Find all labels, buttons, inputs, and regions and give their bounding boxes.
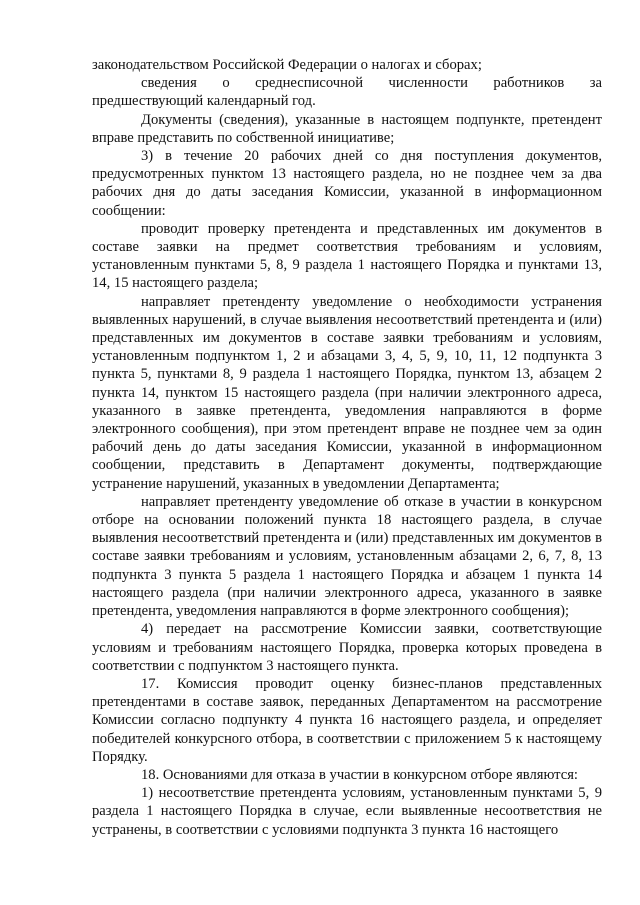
paragraph-4: 3) в течение 20 рабочих дней со дня поступления документов, предусмотренных пунктом 13 настоящего раздела, но не позднее чем за два рабочих дня до даты заседания Комиссии, указанной в информационном сообщении: xyxy=(92,148,602,219)
paragraph-5: проводит проверку претендента и представленных им документов в составе заявки на предмет соответствия требованиям и условиям, установленным пунктами 5, 8, 9 раздела 1 настоящего Порядка и пунктами 13, 14, 15 настоящего раздела; xyxy=(92,220,602,292)
paragraph-8: 4) передает на рассмотрение Комиссии заявки, соответствующие условиям и требованиям настоящего Порядка, проверка которых проведена в соответствии с подпунктом 3 настоящего пункта. xyxy=(92,621,602,674)
paragraph-1: законодательством Российской Федерации о налогах и сборах; xyxy=(92,57,482,73)
paragraph-7: направляет претенденту уведомление об отказе в участии в конкурсном отборе на основании положений пункта 18 настоящего раздела, в случае выявления несоответствий претендента и (или) представленных им документов в составе заявки требованиям и условиям, установленным абзацами 2, 6, 7, 8, 13 подпункта 3 пункта 5 раздела 1 настоящего Порядка и абзацем 1 пункта 14 настоящего раздела (при наличии электронного адреса, указанного в заявке претендента, уведомления направляются в форме электронного сообщения); xyxy=(92,493,602,620)
paragraph-2: сведения о среднесписочной численности работников за предшествующий календарный год. xyxy=(92,75,602,110)
paragraph-10: 18. Основаниями для отказа в участии в конкурсном отборе являются: xyxy=(141,766,578,783)
paragraph-9: 17. Комиссия проводит оценку бизнес-планов представленных претендентами в составе заявок, переданных Департаментом на рассмотрение Комиссии согласно подпункту 4 пункта 16 настоящего раздела, и определяет победителей конкурсного отбора, в соответствии с приложением 5 к настоящему Порядку. xyxy=(92,675,602,765)
document-page xyxy=(92,56,602,839)
paragraph-3: Документы (сведения), указанные в настоящем подпункте, претендент вправе представить по собственной инициативе; xyxy=(92,111,602,146)
paragraph-6: направляет претенденту уведомление о необходимости устранения выявленных нарушений, в случае выявления несоответствий претендента и (или) представленных им документов в составе заявки требованиям и условиям, установленным подпунктом 1, 2 и абзацами 3, 4, 5, 9, 10, 11, 12 подпункта 3 пункта 5, пунктами 8, 9 раздела 1 настоящего Порядка, пунктом 13, абзацем 2 пункта 14, пунктом 15 настоящего раздела (при наличии электронного адреса, указанного в заявке претендента, уведомления направляются в форме электронного сообщения), при этом претендент вправе не позднее чем за один рабочий день до даты заседания Комиссии, указанной в информационном сообщении, представить в Департамент документы, подтверждающие устранение нарушений, указанных в уведомлении Департамента; xyxy=(92,293,602,492)
paragraph-11: 1) несоответствие претендента условиям, установленным пунктами 5, 9 раздела 1 настоящего Порядка в случае, если выявленные несоответствия не устранены, в соответствии с условиями подпункта 3 пункта 16 настоящего xyxy=(92,785,602,838)
